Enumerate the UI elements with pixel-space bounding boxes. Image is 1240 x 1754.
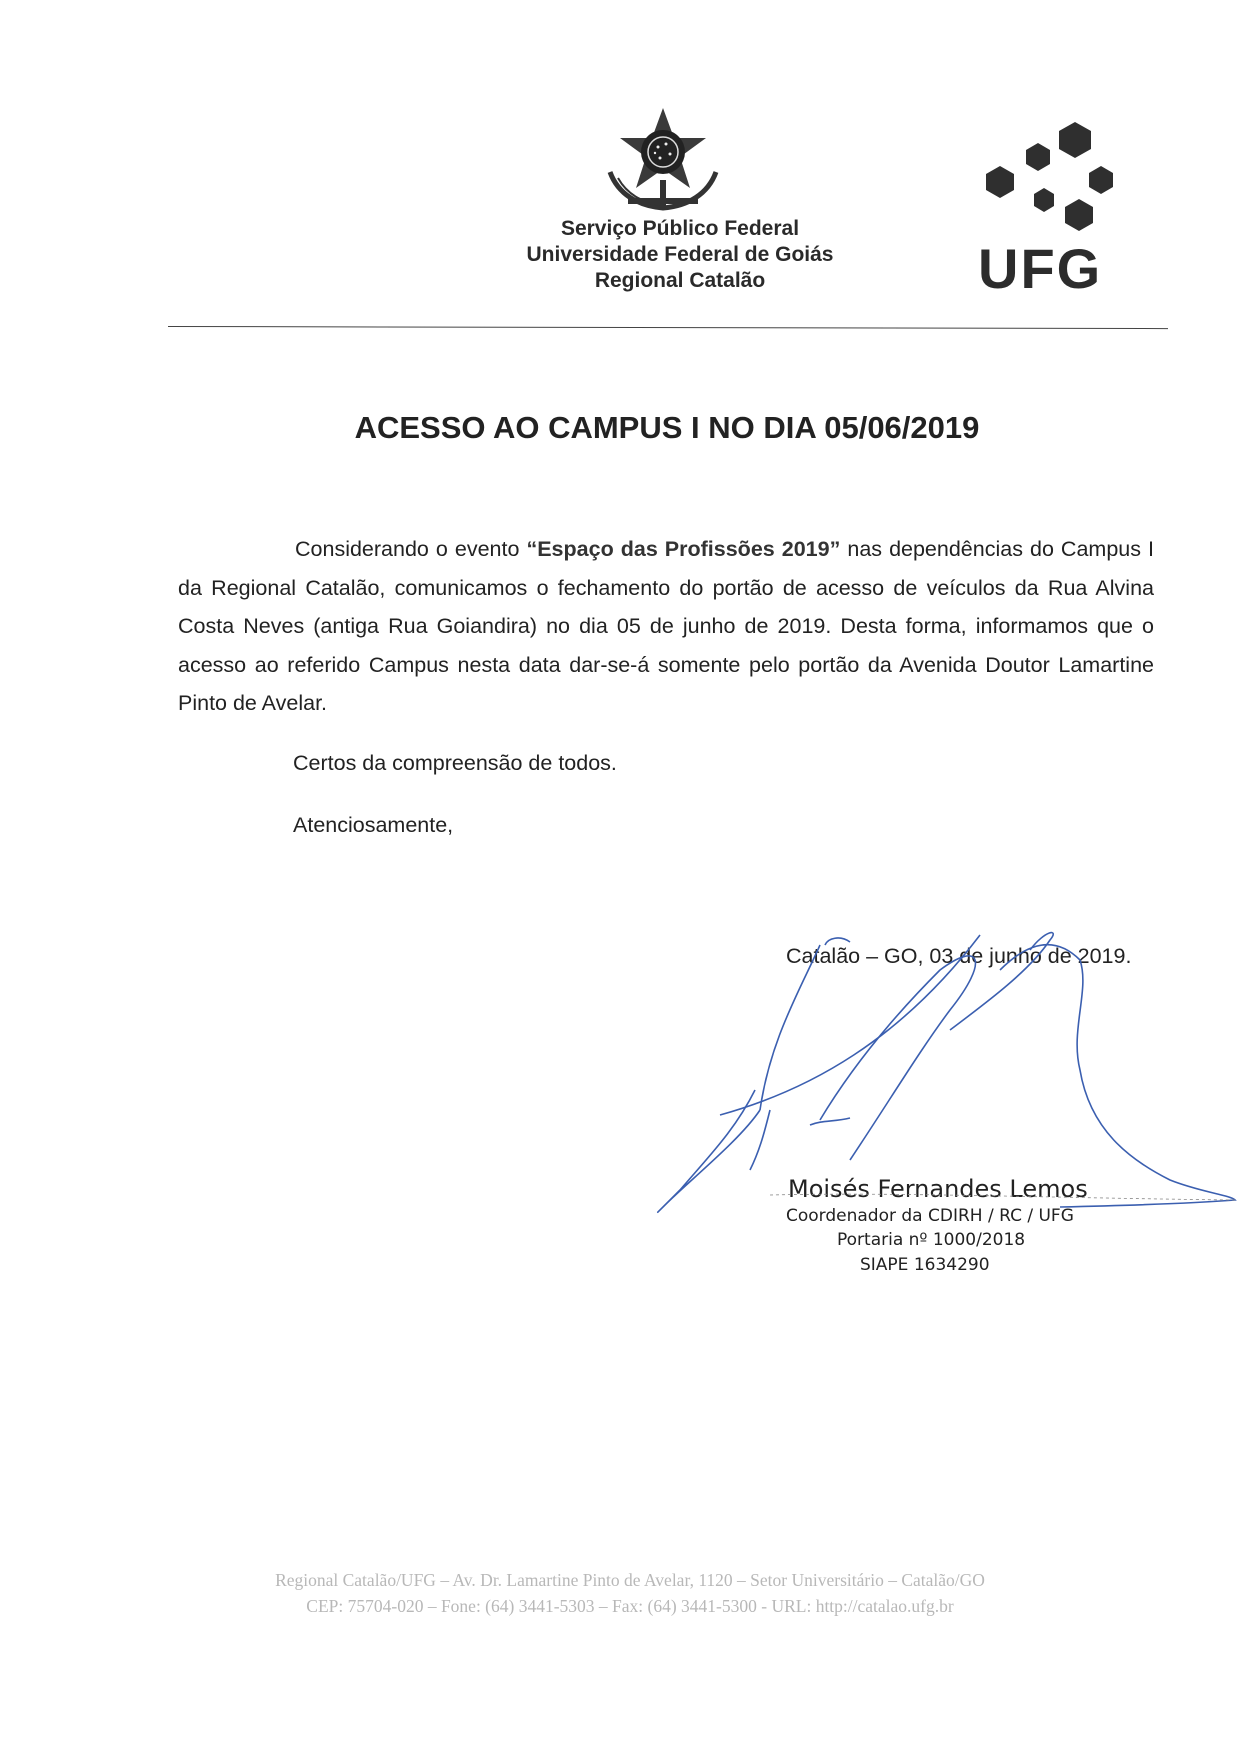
brazil-coat-of-arms-icon (598, 102, 728, 214)
header-line-2: Universidade Federal de Goiás (526, 243, 834, 266)
institution-header (480, 216, 880, 294)
signatory-role: Coordenador da CDIRH / RC / UFG (786, 1206, 1074, 1226)
signatory-portaria: Portaria nº 1000/2018 (837, 1230, 1026, 1250)
salutation: Atenciosamente, (293, 813, 454, 837)
footer-contact: CEP: 75704-020 – Fone: (64) 3441-5303 – Fax: (64) 3441-5300 - URL: http://catalao.ufg.br (306, 1596, 954, 1616)
signatory-name: Moisés Fernandes Lemos (788, 1175, 1088, 1203)
header-line-3: Regional Catalão (594, 269, 766, 292)
event-name: “Espaço das Profissões 2019” (526, 537, 841, 561)
document-title: ACESSO AO CAMPUS I NO DIA 05/06/2019 (354, 410, 980, 445)
handwritten-signature (650, 930, 1240, 1270)
signatory-siape: SIAPE 1634290 (860, 1255, 990, 1275)
header-line-1: Serviço Público Federal (560, 217, 800, 240)
closing-remark: Certos da compreensão de todos. (293, 751, 617, 775)
ufg-logo-text: UFG (978, 237, 1103, 300)
header-divider (168, 326, 1168, 329)
body-paragraph (178, 530, 1154, 723)
place-date: Catalão – GO, 03 de junho de 2019. (786, 944, 1132, 968)
ufg-hexagons-icon (978, 118, 1118, 236)
body-text-rest: nas dependências do Campus I da Regional Catalão, comunicamos o fechamento do portão de acesso de veículos da Rua Alvina Costa Neves (antiga Rua Goiandira) no dia 05 de junho de 2019. Desta forma, informamos que o acesso ao referido Campus nesta data dar-se-á somente pelo portão da Avenida Doutor Lamartine Pinto de Avelar. (178, 537, 1154, 715)
body-text-start: Considerando o evento (295, 537, 527, 561)
footer-address: Regional Catalão/UFG – Av. Dr. Lamartine Pinto de Avelar, 1120 – Setor Universitário – Catalão/GO (275, 1570, 985, 1590)
